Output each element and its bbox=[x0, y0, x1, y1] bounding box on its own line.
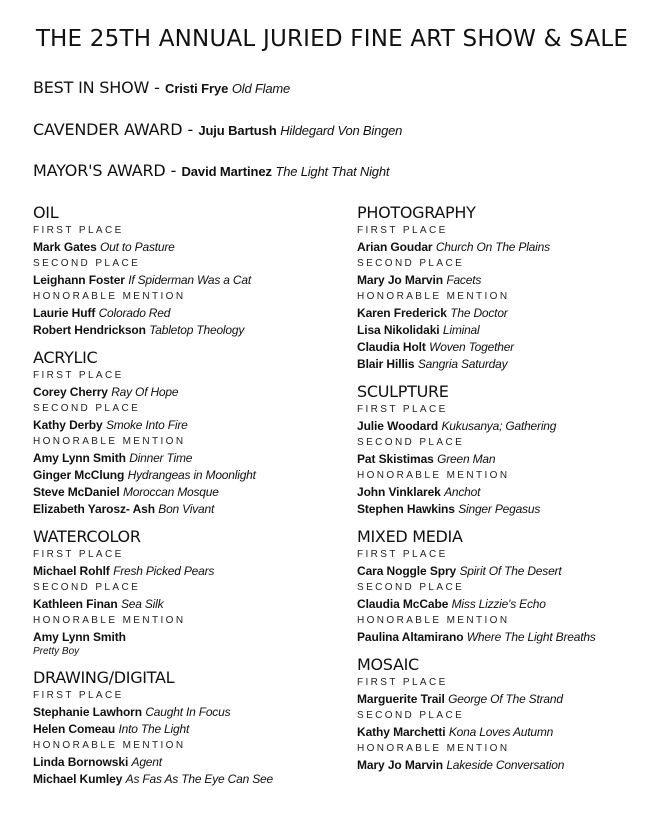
award-entry bbox=[357, 356, 662, 373]
award-entry bbox=[33, 450, 338, 467]
artist-name: Claudia McCabe bbox=[357, 597, 449, 611]
category-title: DRAWING/DIGITAL bbox=[33, 668, 175, 687]
artist-name: Claudia Holt bbox=[357, 340, 426, 354]
first-place-label: FIRST PLACE bbox=[357, 677, 448, 688]
artwork-title: Sea Silk bbox=[120, 597, 164, 611]
section-spacer bbox=[357, 646, 662, 655]
artwork-title: Caught In Focus bbox=[145, 705, 231, 719]
artwork-title: Lakeside Conversation bbox=[446, 758, 565, 772]
artwork-title: Liminal bbox=[442, 323, 480, 337]
artwork-title: Singer Pegasus bbox=[458, 502, 541, 516]
award-entry bbox=[33, 629, 338, 646]
artwork-title: Facets bbox=[446, 273, 482, 287]
artist-name: Leighann Foster bbox=[33, 273, 125, 287]
artwork-title: Agent bbox=[131, 755, 162, 769]
category-title: OIL bbox=[33, 203, 59, 222]
artwork-title: Into The Light bbox=[118, 722, 190, 736]
category-title: WATERCOLOR bbox=[33, 527, 141, 546]
right-column bbox=[357, 203, 662, 774]
artwork-title: As Fas As The Eye Can See bbox=[125, 772, 273, 786]
award-entry bbox=[33, 384, 338, 401]
artwork-title: If Spiderman Was a Cat bbox=[128, 273, 251, 287]
award-artist: David Martinez bbox=[181, 164, 272, 179]
honorable-mention-label: HONORABLE MENTION bbox=[357, 291, 510, 302]
left-column bbox=[33, 203, 338, 788]
award-work: Hildegard Von Bingen bbox=[280, 123, 403, 138]
award-entry bbox=[357, 501, 662, 518]
award-entry bbox=[33, 305, 338, 322]
artwork-title: The Doctor bbox=[450, 306, 508, 320]
artist-name: Stephen Hawkins bbox=[357, 502, 455, 516]
section-spacer bbox=[33, 339, 338, 348]
artist-name: Karen Frederick bbox=[357, 306, 447, 320]
artwork-title: Fresh Picked Pears bbox=[113, 564, 215, 578]
artist-name: Amy Lynn Smith bbox=[33, 451, 126, 465]
artist-name: Michael Kumley bbox=[33, 772, 123, 786]
award-entry bbox=[357, 724, 662, 741]
artist-name: Paulina Altamirano bbox=[357, 630, 464, 644]
award-category: BEST IN SHOW bbox=[33, 78, 150, 97]
section-spacer bbox=[357, 518, 662, 527]
award-artist: Juju Bartush bbox=[198, 123, 277, 138]
award-entry bbox=[357, 629, 662, 646]
artwork-title: George Of The Strand bbox=[448, 692, 563, 706]
artwork-title: Sangria Saturday bbox=[417, 357, 508, 371]
category-title: PHOTOGRAPHY bbox=[357, 203, 476, 222]
artwork-title: Smoke Into Fire bbox=[105, 418, 188, 432]
award-entry bbox=[357, 691, 662, 708]
category-title: MIXED MEDIA bbox=[357, 527, 463, 546]
first-place-label: FIRST PLACE bbox=[357, 404, 448, 415]
artwork-title: Ray Of Hope bbox=[111, 385, 179, 399]
honorable-mention-label: HONORABLE MENTION bbox=[33, 291, 186, 302]
award-mayors bbox=[33, 161, 389, 180]
artist-name: Mark Gates bbox=[33, 240, 97, 254]
section-spacer bbox=[357, 373, 662, 382]
award-entry bbox=[357, 757, 662, 774]
award-entry bbox=[357, 418, 662, 435]
award-entry bbox=[33, 467, 338, 484]
honorable-mention-label: HONORABLE MENTION bbox=[357, 470, 510, 481]
artwork-title: Woven Together bbox=[429, 340, 514, 354]
artist-name: Marguerite Trail bbox=[357, 692, 445, 706]
artwork-title: Moroccan Mosque bbox=[122, 485, 219, 499]
second-place-label: SECOND PLACE bbox=[357, 582, 465, 593]
artwork-title: Dinner Time bbox=[129, 451, 193, 465]
category-section bbox=[33, 203, 338, 339]
first-place-label: FIRST PLACE bbox=[357, 549, 448, 560]
artist-name: Steve McDaniel bbox=[33, 485, 120, 499]
award-entry bbox=[357, 563, 662, 580]
category-section bbox=[33, 527, 338, 659]
award-best-in-show bbox=[33, 78, 290, 97]
artist-name: Linda Bornowski bbox=[33, 755, 129, 769]
category-section bbox=[357, 655, 662, 774]
section-spacer bbox=[33, 518, 338, 527]
award-entry bbox=[33, 721, 338, 738]
honorable-mention-label: HONORABLE MENTION bbox=[357, 743, 510, 754]
second-place-label: SECOND PLACE bbox=[357, 258, 465, 269]
first-place-label: FIRST PLACE bbox=[33, 690, 124, 701]
award-dash: - bbox=[182, 120, 199, 139]
artist-name: Pat Skistimas bbox=[357, 452, 434, 466]
award-entry bbox=[33, 239, 338, 256]
artwork-title: Anchot bbox=[444, 485, 481, 499]
award-entry bbox=[33, 272, 338, 289]
artist-name: Elizabeth Yarosz- Ash bbox=[33, 502, 155, 516]
artwork-title: Kukusanya; Gathering bbox=[441, 419, 557, 433]
award-entry bbox=[357, 484, 662, 501]
award-category: MAYOR'S AWARD bbox=[33, 161, 166, 180]
artwork-title: Where The Light Breaths bbox=[466, 630, 596, 644]
award-entry bbox=[33, 704, 338, 721]
honorable-mention-label: HONORABLE MENTION bbox=[33, 436, 186, 447]
award-entry bbox=[357, 322, 662, 339]
first-place-label: FIRST PLACE bbox=[33, 225, 124, 236]
second-place-label: SECOND PLACE bbox=[33, 403, 141, 414]
award-work: Old Flame bbox=[231, 81, 291, 96]
honorable-mention-label: HONORABLE MENTION bbox=[357, 615, 510, 626]
second-place-label: SECOND PLACE bbox=[357, 710, 465, 721]
artist-name: Stephanie Lawhorn bbox=[33, 705, 142, 719]
artist-name: Helen Comeau bbox=[33, 722, 116, 736]
artist-name: Kathy Marchetti bbox=[357, 725, 446, 739]
artwork-title: Spirit Of The Desert bbox=[459, 564, 562, 578]
category-section bbox=[357, 203, 662, 373]
award-dash: - bbox=[165, 161, 182, 180]
category-title: SCULPTURE bbox=[357, 382, 449, 401]
honorable-mention-label: HONORABLE MENTION bbox=[33, 615, 186, 626]
award-entry bbox=[357, 596, 662, 613]
artwork-title: Tabletop Theology bbox=[149, 323, 245, 337]
artist-name: Julie Woodard bbox=[357, 419, 439, 433]
artist-name: Arian Goudar bbox=[357, 240, 433, 254]
first-place-label: FIRST PLACE bbox=[33, 549, 124, 560]
artist-name: Cara Noggle Spry bbox=[357, 564, 457, 578]
award-entry bbox=[357, 305, 662, 322]
artist-name: Ginger McClung bbox=[33, 468, 125, 482]
award-entry bbox=[357, 339, 662, 356]
award-entry bbox=[357, 272, 662, 289]
artist-name: John Vinklarek bbox=[357, 485, 441, 499]
award-category: CAVENDER AWARD bbox=[33, 120, 183, 139]
award-entry bbox=[357, 451, 662, 468]
second-place-label: SECOND PLACE bbox=[357, 437, 465, 448]
artist-name: Michael Rohlf bbox=[33, 564, 110, 578]
section-spacer bbox=[33, 659, 338, 668]
category-title: ACRYLIC bbox=[33, 348, 98, 367]
artwork-title: Out to Pasture bbox=[100, 240, 175, 254]
artist-name: Mary Jo Marvin bbox=[357, 273, 443, 287]
award-entry bbox=[33, 754, 338, 771]
award-entry bbox=[33, 501, 338, 518]
honorable-mention-label: HONORABLE MENTION bbox=[33, 740, 186, 751]
artist-name: Mary Jo Marvin bbox=[357, 758, 443, 772]
artist-name: Corey Cherry bbox=[33, 385, 108, 399]
award-work: The Light That Night bbox=[275, 164, 390, 179]
category-section bbox=[33, 348, 338, 518]
artwork-title: Miss Lizzie's Echo bbox=[451, 597, 546, 611]
artwork-title: Colorado Red bbox=[98, 306, 171, 320]
award-entry bbox=[33, 596, 338, 613]
first-place-label: FIRST PLACE bbox=[357, 225, 448, 236]
category-section bbox=[357, 527, 662, 646]
award-dash: - bbox=[149, 78, 166, 97]
award-entry bbox=[33, 484, 338, 501]
artist-name: Laurie Huff bbox=[33, 306, 96, 320]
award-artist: Cristi Frye bbox=[165, 81, 229, 96]
artist-name: Lisa Nikolidaki bbox=[357, 323, 440, 337]
award-cavender bbox=[33, 120, 402, 139]
artist-name: Amy Lynn Smith bbox=[33, 630, 126, 644]
artist-name: Kathy Derby bbox=[33, 418, 103, 432]
first-place-label: FIRST PLACE bbox=[33, 370, 124, 381]
artwork-title: Bon Vivant bbox=[158, 502, 215, 516]
artwork-title: Green Man bbox=[437, 452, 496, 466]
page-title: THE 25TH ANNUAL JURIED FINE ART SHOW & SALE bbox=[35, 26, 629, 52]
artist-name: Kathleen Finan bbox=[33, 597, 118, 611]
award-entry bbox=[33, 322, 338, 339]
second-place-label: SECOND PLACE bbox=[33, 582, 141, 593]
award-entry bbox=[33, 563, 338, 580]
artwork-title: Kona Loves Autumn bbox=[448, 725, 554, 739]
artist-name: Blair Hillis bbox=[357, 357, 415, 371]
category-section bbox=[357, 382, 662, 518]
artist-name: Robert Hendrickson bbox=[33, 323, 146, 337]
second-place-label: SECOND PLACE bbox=[33, 258, 141, 269]
category-section bbox=[33, 668, 338, 788]
category-title: MOSAIC bbox=[357, 655, 419, 674]
award-entry bbox=[33, 417, 338, 434]
artwork-title: Hydrangeas in Moonlight bbox=[127, 468, 256, 482]
artwork-title: Church On The Plains bbox=[435, 240, 550, 254]
artwork-title: Pretty Boy bbox=[33, 646, 80, 657]
award-entry bbox=[357, 239, 662, 256]
award-entry bbox=[33, 771, 338, 788]
